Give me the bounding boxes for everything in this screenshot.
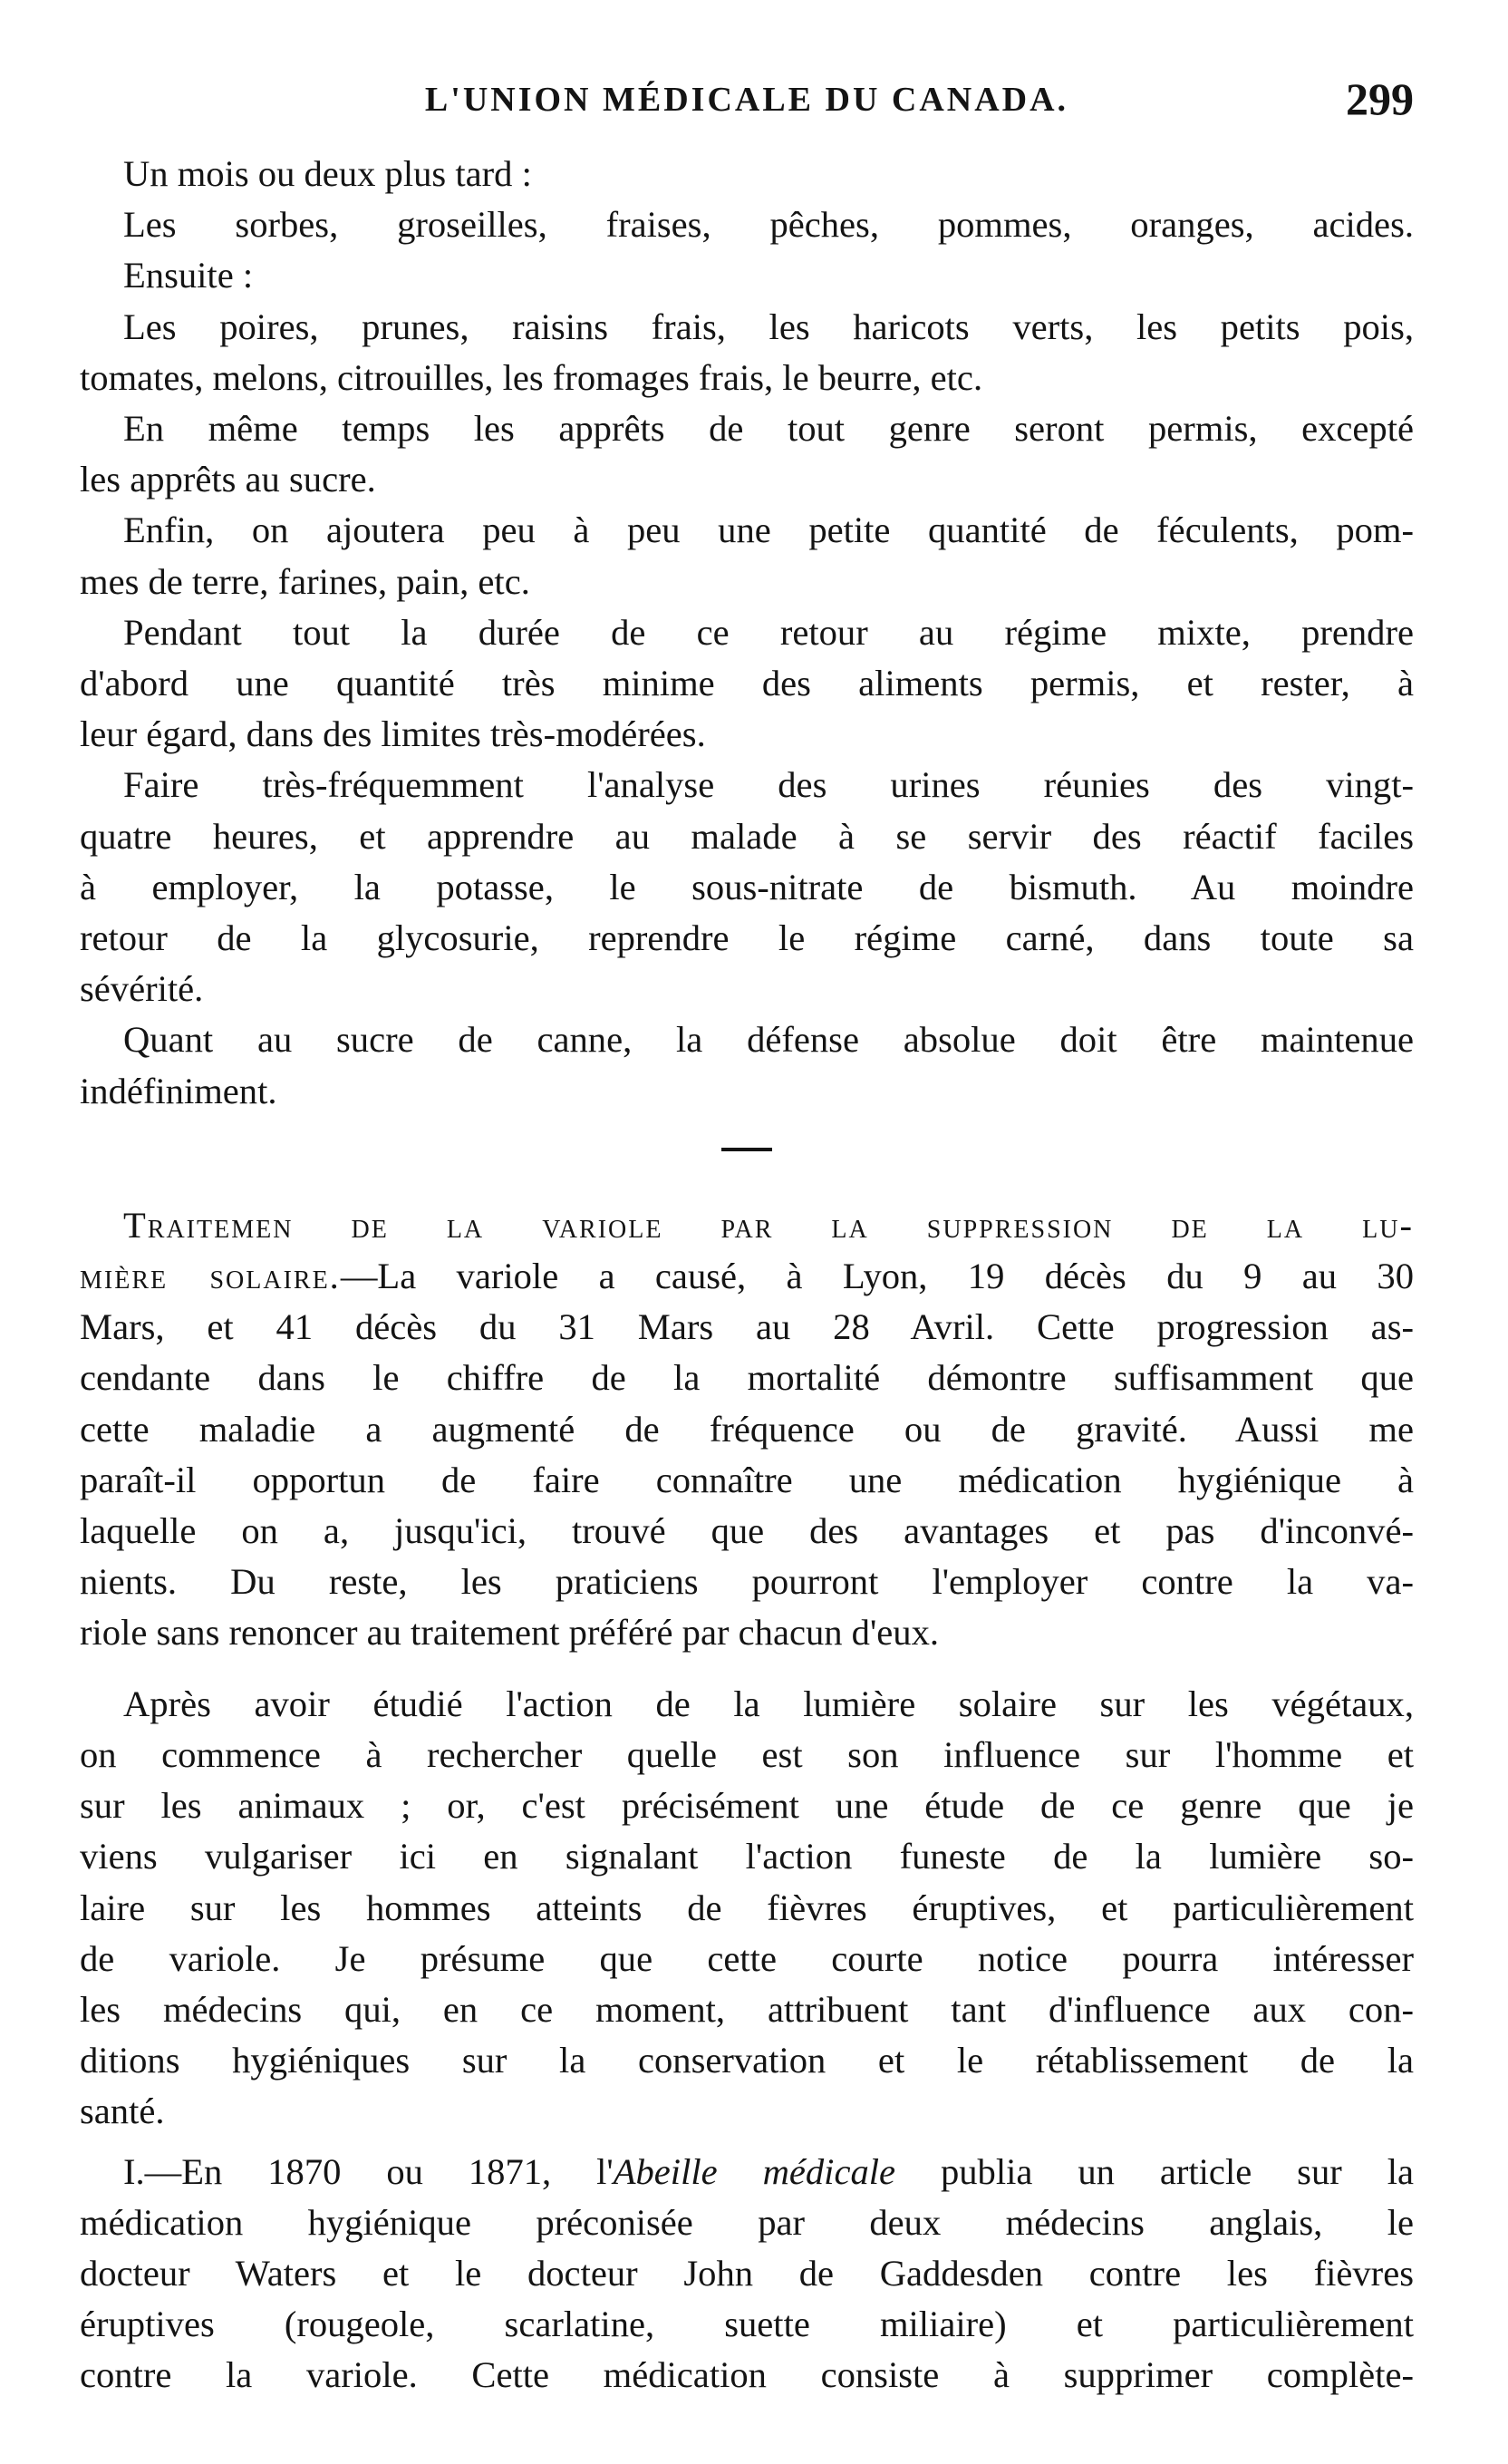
- text-line: sur les animaux ; or, c'est précisément une étude de ce genre que je: [80, 1785, 1414, 1827]
- text-line: Ensuite :: [123, 255, 254, 296]
- text-run: publia un article sur la: [895, 2150, 1414, 2192]
- text-line: Un mois ou deux plus tard :: [123, 153, 532, 194]
- text-line: sévérité.: [80, 968, 204, 1010]
- text-line: éruptives (rougeole, scarlatine, suette miliaire) et particulièrement: [80, 2304, 1414, 2345]
- text-line: laire sur les hommes atteints de fièvres éruptives, et particulièrement: [80, 1887, 1414, 1928]
- text-line: laquelle on a, jusqu'ici, trouvé que des avantages et pas d'inconvé-: [80, 1510, 1414, 1552]
- text-line: Quant au sucre de canne, la défense absolue doit être maintenue: [123, 1019, 1414, 1061]
- text-line: les médecins qui, en ce moment, attribuent tant d'influence aux con-: [80, 1988, 1414, 2030]
- text-line: Après avoir étudié l'action de la lumière solaire sur les végétaux,: [123, 1683, 1414, 1724]
- text-line: [80, 1251, 1414, 1302]
- text-line: tomates, melons, citrouilles, les fromages frais, le beurre, etc.: [80, 356, 983, 398]
- text-line: Mars, et 41 décès du 31 Mars au 28 Avril. Cette progression as-: [80, 1306, 1414, 1348]
- diet-paragraph: [80, 149, 1414, 1117]
- solar-light-paragraph: [80, 1679, 1414, 2138]
- text-line: ditions hygiéniques sur la conservation et le rétablissement de la: [80, 2040, 1414, 2081]
- text-line: contre la variole. Cette médication consiste à supprimer complète-: [80, 2354, 1414, 2396]
- text-line: de variole. Je présume que cette courte notice pourra intéresser: [80, 1937, 1414, 1979]
- section-one-paragraph: [80, 2147, 1414, 2401]
- text-line: d'abord une quantité très minime des aliments permis, et rester, à: [80, 663, 1414, 704]
- text-line: les apprêts au sucre.: [80, 459, 376, 500]
- text-line: indéfiniment.: [80, 1070, 277, 1111]
- text-line: Les poires, prunes, raisins frais, les haricots verts, les petits pois,: [123, 306, 1414, 347]
- text-line: cette maladie a augmenté de fréquence ou de gravité. Aussi me: [80, 1408, 1414, 1450]
- page-number: 299: [1346, 73, 1414, 124]
- text-line: à employer, la potasse, le sous-nitrate de bismuth. Au moindre: [80, 866, 1414, 907]
- text-line: cendante dans le chiffre de la mortalité démontre suffisamment que: [80, 1357, 1414, 1399]
- text-line: [80, 2147, 1414, 2197]
- text-line: Faire très-fréquemment l'analyse des urines réunies des vingt-: [123, 764, 1414, 806]
- article-heading: Traitemen de la variole par la suppression de la lu-: [123, 1204, 1414, 1246]
- text-line: riole sans renoncer au traitement préféré par chacun d'eux.: [80, 1612, 940, 1654]
- text-run: —La variole a causé, à Lyon, 19 décès du 9 au 30: [340, 1256, 1414, 1297]
- text-line: Pendant tout la durée de ce retour au régime mixte, prendre: [123, 611, 1414, 653]
- text-line: quatre heures, et apprendre au malade à se servir des réactif faciles: [80, 815, 1414, 857]
- variole-article-intro: [80, 1200, 1414, 1659]
- paragraph-gap: [80, 1659, 1414, 1679]
- text-line: médication hygiénique préconisée par deux médecins anglais, le: [80, 2201, 1414, 2243]
- text-line: docteur Waters et le docteur John de Gaddesden contre les fièvres: [80, 2252, 1414, 2294]
- text-line: retour de la glycosurie, reprendre le régime carné, dans toute sa: [80, 917, 1414, 959]
- running-title: L'UNION MÉDICALE DU CANADA.: [424, 81, 1069, 119]
- text-run: I.—En 1870 ou 1871, l': [123, 2150, 614, 2192]
- text-line: Les sorbes, groseilles, fraises, pêches, pommes, oranges, acides.: [123, 204, 1414, 246]
- article-heading-line: [80, 1200, 1414, 1251]
- journal-title: Abeille médicale: [613, 2150, 896, 2192]
- text-line: santé.: [80, 2091, 165, 2132]
- book-page: [80, 73, 1414, 2437]
- section-divider: [721, 1148, 772, 1151]
- text-line: on commence à rechercher quelle est son influence sur l'homme et: [80, 1733, 1414, 1775]
- text-line: nients. Du reste, les praticiens pourront l'employer contre la va-: [80, 1561, 1414, 1603]
- text-line: leur égard, dans des limites très-modérées.: [80, 713, 706, 755]
- text-line: Enfin, on ajoutera peu à peu une petite quantité de féculents, pom-: [123, 509, 1414, 551]
- article-heading-end: mière solaire.: [80, 1256, 341, 1297]
- text-line: paraît-il opportun de faire connaître une médication hygiénique à: [80, 1459, 1414, 1500]
- text-line: viens vulgariser ici en signalant l'action funeste de la lumière so-: [80, 1836, 1414, 1877]
- running-header: [80, 73, 1414, 149]
- text-line: En même temps les apprêts de tout genre seront permis, excepté: [123, 408, 1414, 450]
- text-line: mes de terre, farines, pain, etc.: [80, 560, 530, 602]
